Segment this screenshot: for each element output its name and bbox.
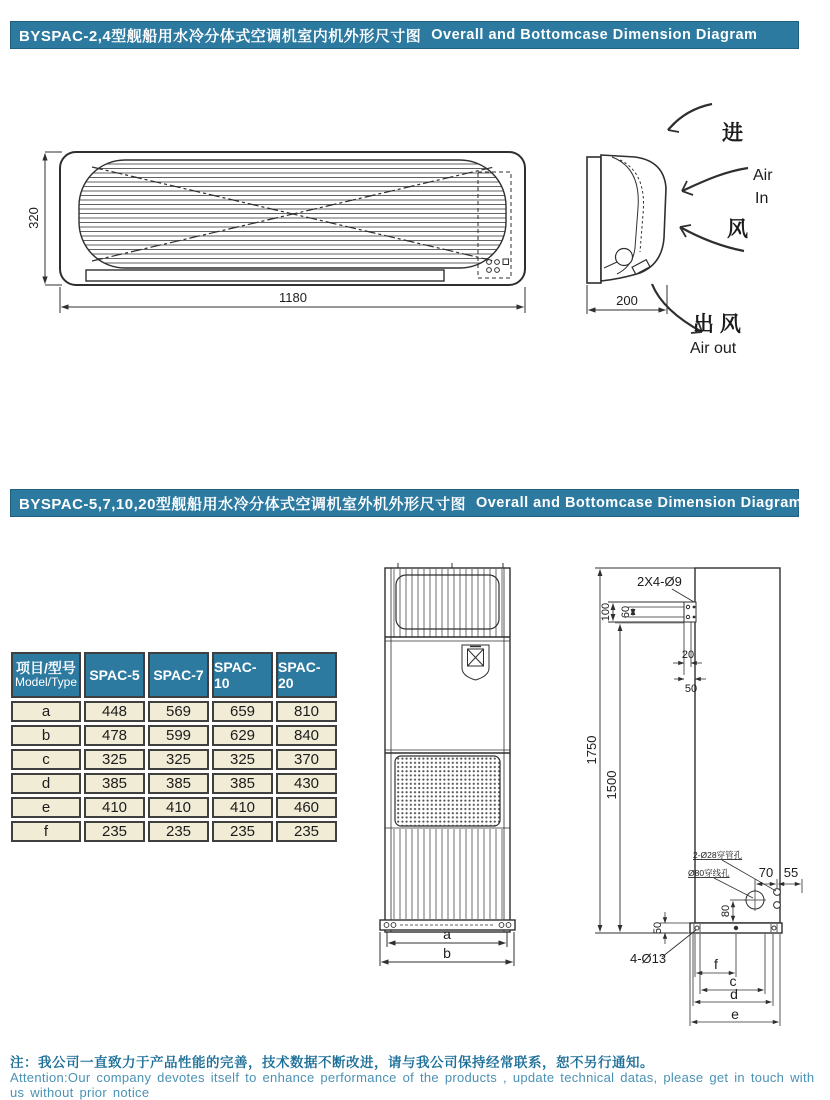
footer-note-en: Attention:Our company devotes itself to enhance performance of the products , update technical datas, please get in touch with us without prior notice [10,1070,815,1100]
section1-title-bar [10,21,799,49]
dim-50-base [660,912,690,944]
table-value: 410 [148,797,209,818]
table-value: 410 [84,797,145,818]
air-word-label: Air [753,167,773,184]
air-in-cn-label: 进 [722,122,743,145]
bracket-holes-label: 2X4-Ø9 [637,574,682,589]
table-value: 810 [276,701,337,722]
cabinet-front-view [380,563,515,932]
table-value: 385 [148,773,209,794]
dim-b-label: b [443,945,451,961]
footer-note-cn: 注：我公司一直致力于产品性能的完善，技术数据不断改进，请与我公司保持经常联系，恕不另行通知。 [10,1055,654,1070]
table-value: 385 [212,773,273,794]
row-label: d [11,773,81,794]
table-value: 569 [148,701,209,722]
table-corner-cell [11,652,81,698]
dim-200-label: 200 [616,293,638,308]
table-value: 430 [276,773,337,794]
dim-e-label: e [731,1006,739,1022]
table-value: 448 [84,701,145,722]
air-outlet-flap [86,270,444,281]
side-base [690,923,782,933]
bracket-leader [672,589,694,602]
row-label: f [11,821,81,842]
dim-320-label: 320 [26,207,41,229]
section2-title-bar [10,489,803,517]
table-value: 385 [84,773,145,794]
dim-f-label: f [714,956,718,972]
section1-title-en: Overall and Bottomcase Dimension Diagram [431,27,758,43]
table-value: 478 [84,725,145,746]
brand-badge [462,645,489,680]
wire-hole-label: Ø80穿线孔 [688,868,730,878]
mounting-bracket [684,602,696,622]
dim-1180-label: 1180 [279,290,307,305]
base-holes-leader [662,930,696,957]
outdoor-unit-drawing [350,555,830,1050]
dim-100-label: 100 [600,602,612,622]
table-value: 410 [212,797,273,818]
table-value: 460 [276,797,337,818]
dim-60-label: 60 [620,605,632,619]
dim-80-label: 80 [720,904,732,918]
table-value: 235 [84,821,145,842]
col-header: SPAC-20 [276,652,337,698]
air-out-en-label: Air out [690,340,737,357]
table-value: 235 [276,821,337,842]
table-value: 235 [212,821,273,842]
table-value: 840 [276,725,337,746]
dim-55-label: 55 [783,865,799,880]
in-word-label: In [755,190,769,207]
row-label: a [11,701,81,722]
mesh-intake [395,756,500,826]
col-header: SPAC-5 [84,652,145,698]
corner-line1: 项目/型号 [16,660,76,677]
row-label: c [11,749,81,770]
col-header: SPAC-10 [212,652,273,698]
base-holes-label: 4-Ø13 [630,951,667,966]
dim-20-label: 20 [681,649,695,661]
section2-title-en: Overall and Bottomcase Dimension Diagram [475,495,803,511]
dim-50-base-label: 50 [652,921,664,935]
dim-1500-label: 1500 [604,770,619,800]
section2-title-cn: BYSPAC-5,7,10,20型舰船用水冷分体式空调机室外机外形尺寸图 [19,495,466,513]
table-value: 325 [148,749,209,770]
corner-line2: Model/Type [14,675,78,690]
indoor-unit-drawing [0,88,830,373]
dim-a-label: a [443,926,451,942]
dim-50-top-label: 50 [684,683,698,695]
air-out-cn-label: 出 风 [693,313,741,336]
indoor-side-view [587,155,666,283]
row-label: e [11,797,81,818]
dim-c-label: c [729,973,737,989]
dim-d-label: d [730,986,738,1002]
pipe-holes-label: 2-Ø28穿管孔 [693,850,743,860]
section1-title-cn: BYSPAC-2,4型舰船用水冷分体式空调机室内机外形尺寸图 [19,27,422,45]
col-header: SPAC-7 [148,652,209,698]
table-value: 599 [148,725,209,746]
table-value: 659 [212,701,273,722]
table-value: 325 [84,749,145,770]
table-value: 629 [212,725,273,746]
indoor-front-view [60,152,525,285]
table-value: 235 [148,821,209,842]
table-value: 370 [276,749,337,770]
dim-70-label: 70 [758,865,774,880]
dim-1750-1500 [595,568,698,933]
spec-table [11,652,337,842]
row-label: b [11,725,81,746]
table-value: 325 [212,749,273,770]
dim-1750-label: 1750 [584,735,599,765]
wind-cn-label: 风 [727,218,748,241]
